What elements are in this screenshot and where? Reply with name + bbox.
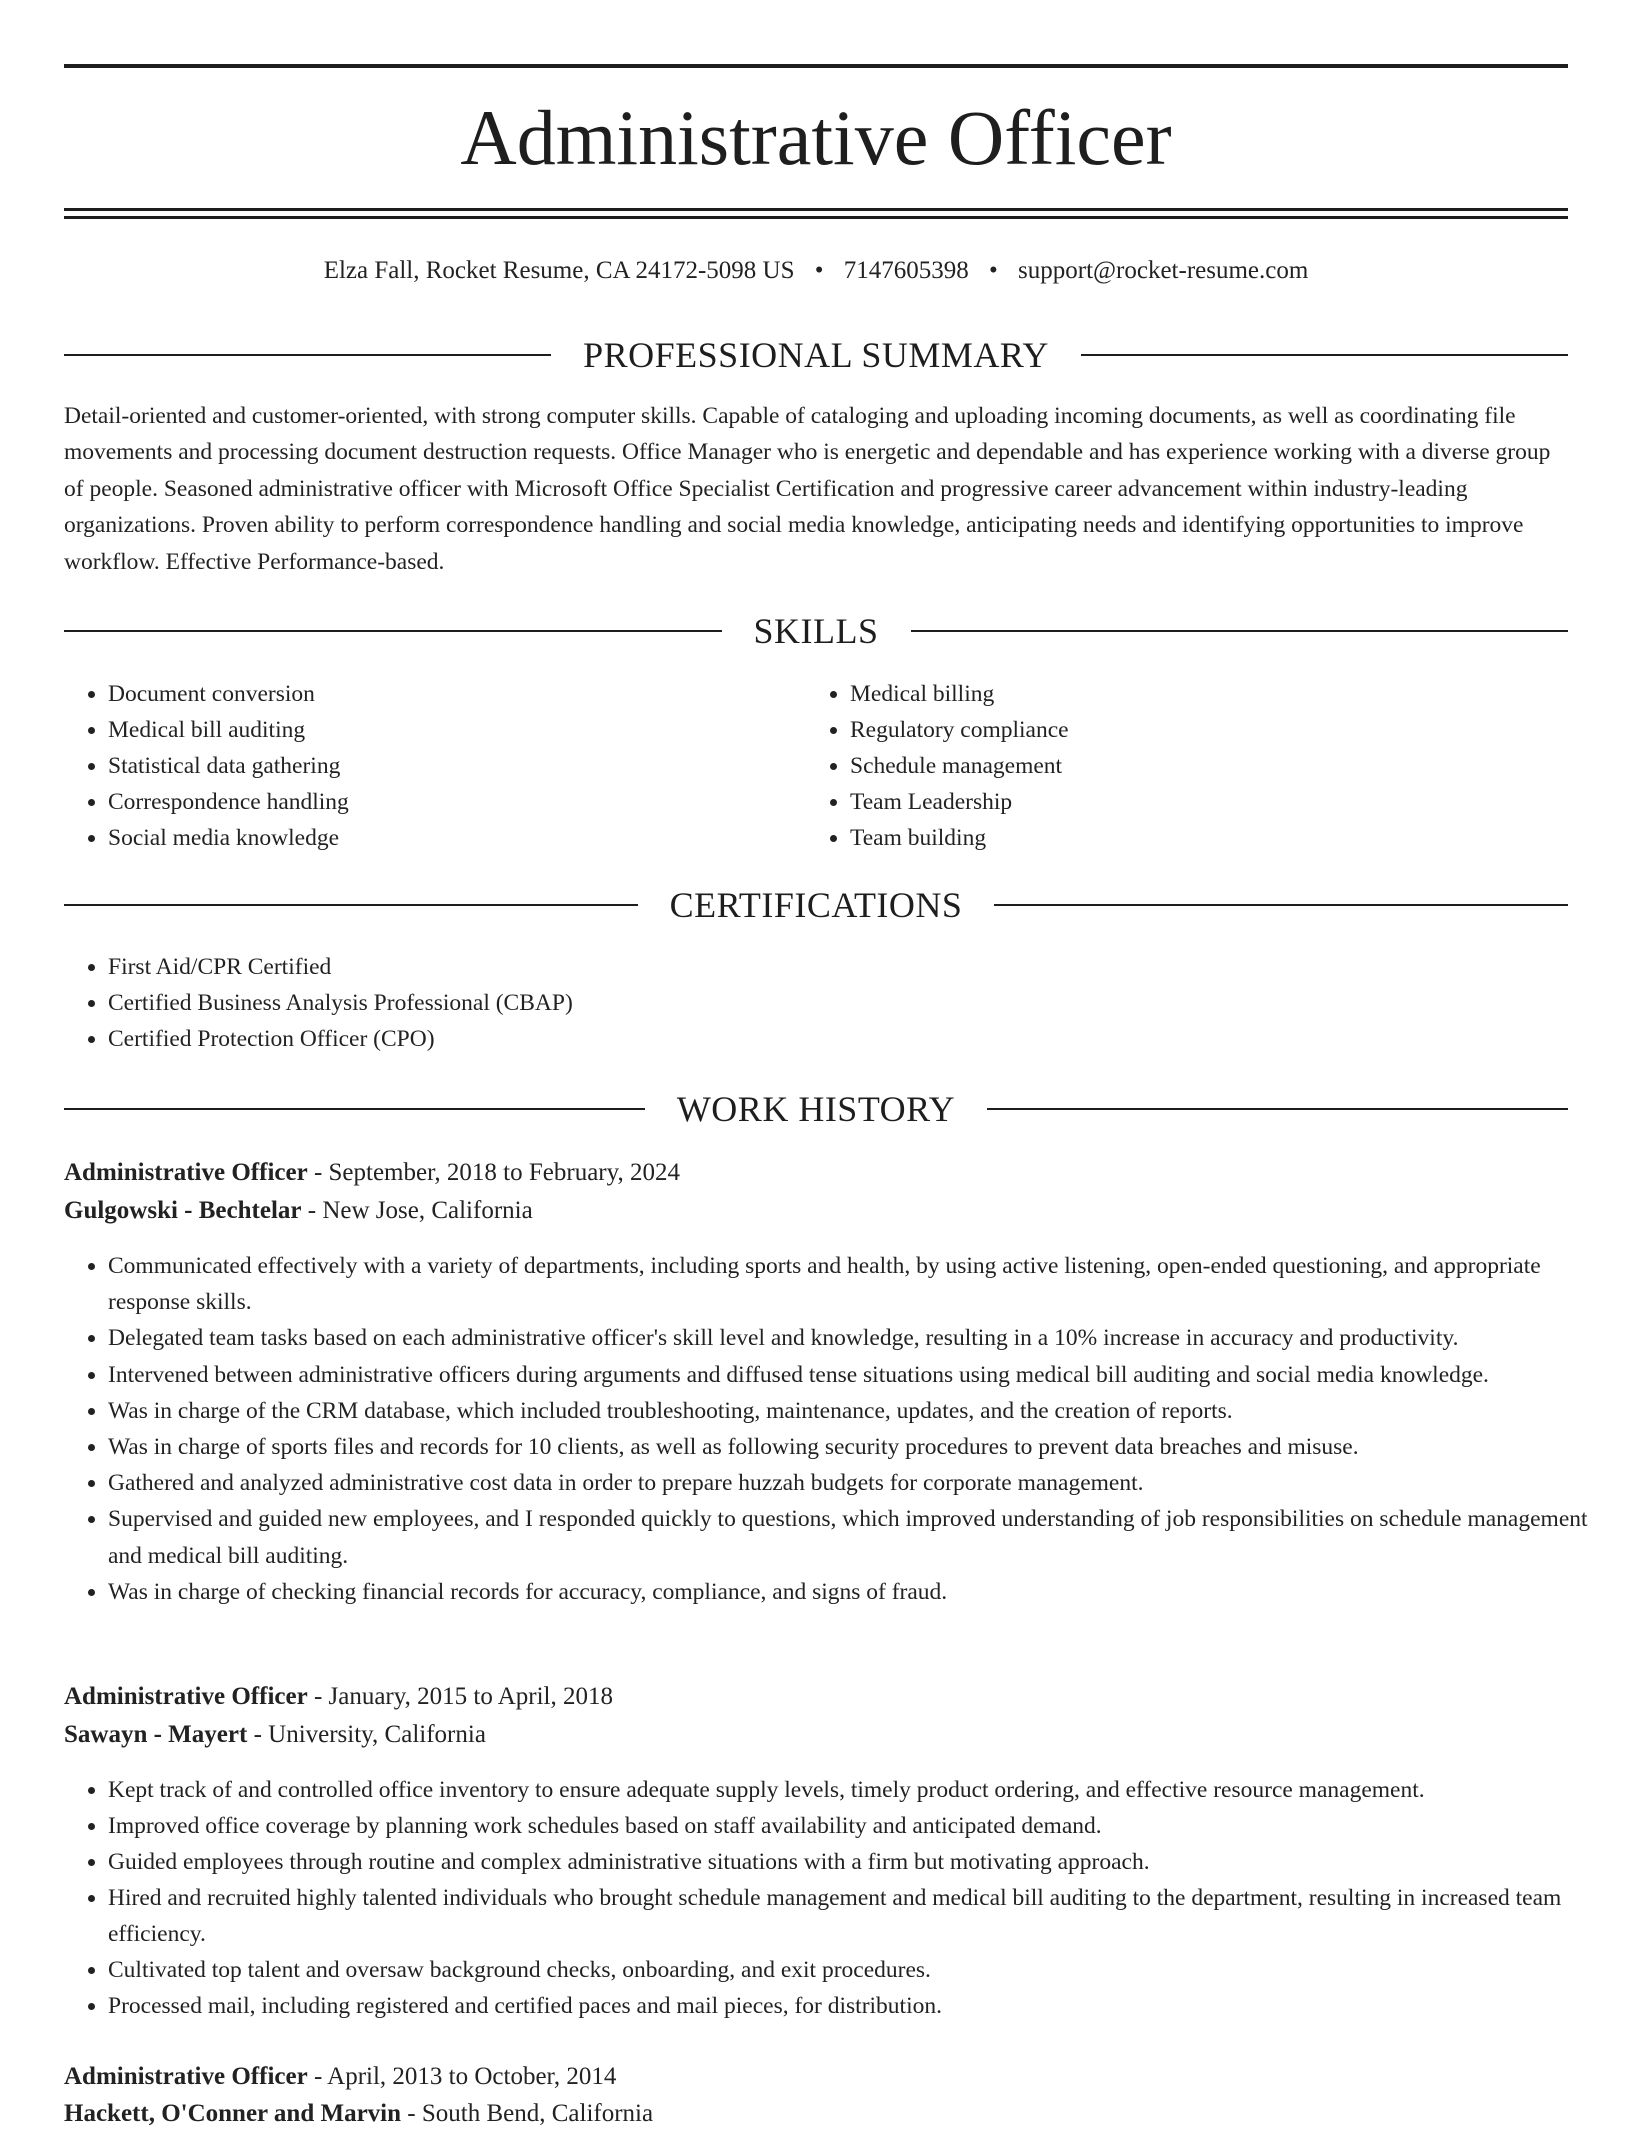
job-location: - University, California: [247, 1721, 486, 1748]
work-history-heading: [64, 1087, 1568, 1131]
certification-item: • First Aid/CPR Certified: [108, 949, 1568, 985]
skills-heading: [64, 609, 1568, 653]
certification-item: • Certified Business Analysis Professional (CBAP): [108, 985, 1568, 1021]
job-company: Sawayn - Mayert: [64, 1721, 248, 1748]
heading-rule: [64, 904, 638, 906]
job-bullet: • Cultivated top talent and oversaw background checks, onboarding, and exit procedures.: [108, 1952, 1612, 1988]
job-company-line: [64, 1192, 1568, 1230]
skills-heading-label: SKILLS: [753, 611, 879, 651]
heading-rule: [987, 1108, 1568, 1110]
job-title: Administrative Officer: [64, 1159, 308, 1186]
heading-rule: [911, 630, 1569, 632]
job-dates: - January, 2015 to April, 2018: [307, 1683, 613, 1710]
summary-text: Detail-oriented and customer-oriented, with strong computer skills. Capable of cataloging and uploading incoming documents, as well as coordinating file movements and processing document destruction requests. Office Manager who is energetic and dependable and has experience working with a diverse group of people. Seasoned administrative officer with Microsoft Office Specialist Certification and progressive career advancement within industry-leading organizations. Proven ability to perform correspondence handling and social media knowledge, anticipating needs and identifying opportunities to improve workflow. Effective Performance-based.: [64, 403, 1551, 575]
heading-rule: [64, 1108, 645, 1110]
job-title-line: [64, 2058, 1568, 2096]
work-history-heading-label: WORK HISTORY: [676, 1089, 956, 1129]
job-bullet: • Was in charge of sports files and records for 10 clients, as well as following security procedures to prevent data breaches and misuse.: [108, 1429, 1612, 1465]
contact-email: support@rocket-resume.com: [1018, 257, 1309, 284]
job-title: Administrative Officer: [64, 1683, 308, 1710]
job-bullet: • Improved office coverage by planning work schedules based on staff availability and anticipated demand.: [108, 1808, 1612, 1844]
contact-line: [64, 254, 1568, 288]
job-bullet: • Communicated effectively with a variety of departments, including sports and health, by using active listening, open-ended questioning, and appropriate response skills.: [108, 1248, 1612, 1320]
header-top-rule: [64, 64, 1568, 68]
job-dates: - September, 2018 to February, 2024: [307, 1159, 680, 1186]
job-company: Gulgowski - Bechtelar: [64, 1197, 302, 1224]
job-location: - South Bend, California: [401, 2100, 654, 2127]
job-location: - New Jose, California: [301, 1197, 533, 1224]
heading-rule: [64, 630, 722, 632]
job-title: Administrative Officer: [64, 2063, 308, 2090]
contact-address: Elza Fall, Rocket Resume, CA 24172-5098 US: [323, 257, 795, 284]
skill-item: • Document conversion: [108, 676, 808, 712]
job-bullet: • Guided employees through routine and complex administrative situations with a firm but motivating approach.: [108, 1844, 1612, 1880]
certifications-list: [64, 949, 1568, 1057]
heading-rule: [64, 354, 551, 356]
skill-item: • Statistical data gathering: [108, 748, 808, 784]
job-title-line: [64, 1678, 1568, 1716]
job-company-line: [64, 1716, 1568, 1754]
certifications-heading: [64, 883, 1568, 927]
skill-item: • Medical bill auditing: [108, 712, 808, 748]
job-bullet: • Was in charge of checking financial records for accuracy, compliance, and signs of fraud.: [108, 1574, 1612, 1610]
skill-item: • Schedule management: [850, 748, 1550, 784]
contact-separator: •: [989, 257, 998, 284]
job-company: Hackett, O'Conner and Marvin: [64, 2100, 402, 2127]
job-bullet: • Processed mail, including registered and certified paces and mail pieces, for distribution.: [108, 1988, 1612, 2024]
job-bullets: [64, 1772, 1612, 2024]
job-title-line: [64, 1154, 1568, 1192]
header-double-rule-lower: [64, 216, 1568, 219]
skill-item: • Social media knowledge: [108, 820, 808, 856]
skill-item: • Team Leadership: [850, 784, 1550, 820]
summary-heading-label: PROFESSIONAL SUMMARY: [583, 335, 1049, 375]
header-double-rule-upper: [64, 208, 1568, 211]
skills-list-right: [806, 676, 1550, 856]
certifications-heading-label: CERTIFICATIONS: [669, 885, 963, 925]
contact-phone: 7147605398: [843, 257, 969, 284]
skill-item: • Regulatory compliance: [850, 712, 1550, 748]
skill-item: • Correspondence handling: [108, 784, 808, 820]
heading-rule: [994, 904, 1568, 906]
skill-item: • Medical billing: [850, 676, 1550, 712]
job-bullet: • Gathered and analyzed administrative cost data in order to prepare huzzah budgets for corporate management.: [108, 1465, 1612, 1501]
heading-rule: [1081, 354, 1568, 356]
job-bullet: • Delegated team tasks based on each administrative officer's skill level and knowledge, resulting in a 10% increase in accuracy and productivity.: [108, 1320, 1612, 1356]
skill-item: • Team building: [850, 820, 1550, 856]
resume-title: Administrative Officer: [460, 94, 1172, 181]
certification-item: • Certified Protection Officer (CPO): [108, 1021, 1568, 1057]
job-bullet: • Hired and recruited highly talented individuals who brought schedule management and medical bill auditing to the department, resulting in increased team efficiency.: [108, 1880, 1612, 1952]
job-bullet: • Kept track of and controlled office inventory to ensure adequate supply levels, timely product ordering, and effective resource management.: [108, 1772, 1612, 1808]
job-bullet: • Was in charge of the CRM database, which included troubleshooting, maintenance, updates, and the creation of reports.: [108, 1393, 1612, 1429]
summary-heading: [64, 333, 1568, 377]
job-bullet: • Intervened between administrative officers during arguments and diffused tense situations using medical bill auditing and social media knowledge.: [108, 1357, 1612, 1393]
job-company-line: [64, 2095, 1568, 2133]
job-bullet: • Supervised and guided new employees, and I responded quickly to questions, which improved understanding of job responsibilities on schedule management and medical bill auditing.: [108, 1501, 1612, 1573]
skills-list-left: [64, 676, 808, 856]
job-bullets: [64, 1248, 1612, 1610]
job-dates: - April, 2013 to October, 2014: [307, 2063, 617, 2090]
contact-separator: •: [814, 257, 824, 284]
